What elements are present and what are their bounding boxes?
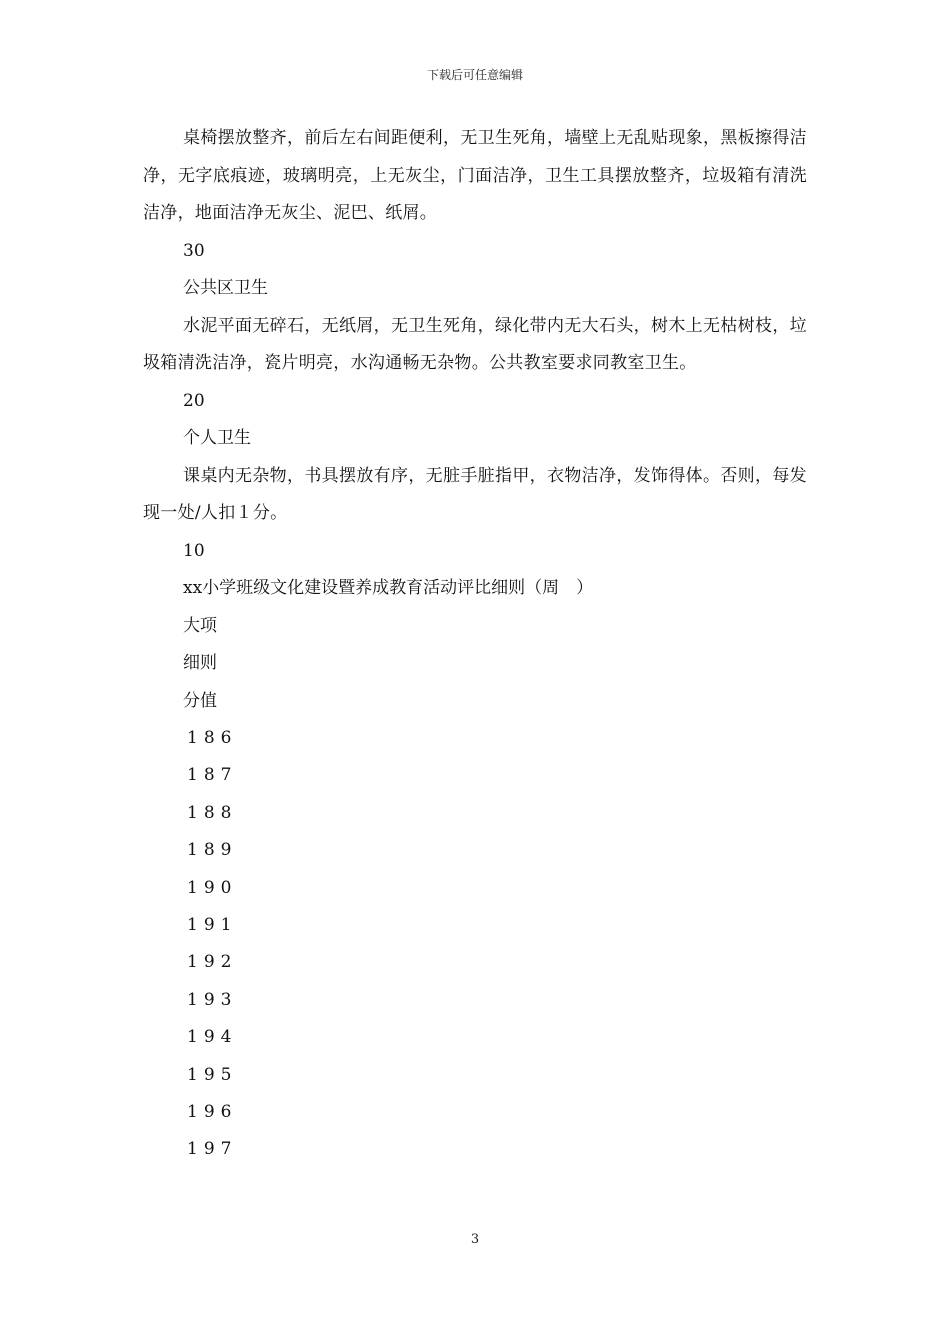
- table-title: xx小学班级文化建设暨养成教育活动评比细则（周 ）: [183, 578, 594, 598]
- number-row: 192: [187, 952, 238, 973]
- score-classroom: 30: [183, 240, 205, 261]
- number-row: 194: [187, 1027, 238, 1048]
- score-personal: 10: [183, 540, 205, 561]
- number-row: 188: [187, 802, 238, 823]
- document-body: [143, 120, 807, 1169]
- paragraph-public-area: 水泥平面无碎石，无纸屑，无卫生死角，绿化带内无大石头，树木上无枯树枝，垃圾箱清洗洁净，瓷片明亮，水沟通畅无杂物。公共教室要求同教室卫生。: [143, 315, 807, 373]
- number-row: 195: [187, 1064, 238, 1085]
- number-row: 190: [187, 877, 238, 898]
- heading-public-area: 公共区卫生: [183, 278, 268, 298]
- number-row: 189: [187, 840, 238, 861]
- heading-personal-hygiene: 个人卫生: [183, 428, 251, 448]
- column-score: 分值: [183, 690, 217, 711]
- number-list: [143, 720, 807, 1169]
- number-row: 187: [187, 765, 238, 786]
- column-detail: 细则: [183, 653, 217, 673]
- number-row: 186: [187, 728, 238, 748]
- paragraph-personal-hygiene: 课桌内无杂物，书具摆放有序，无脏手脏指甲，衣物洁净，发饰得体。否则，每发现一处/人扣１分。: [143, 465, 807, 523]
- page-number: 3: [470, 1232, 480, 1247]
- paragraph-classroom-hygiene: 桌椅摆放整齐，前后左右间距便利，无卫生死角，墙壁上无乱贴现象，黑板擦得洁净，无字底痕迹，玻璃明亮，上无灰尘，门面洁净，卫生工具摆放整齐，垃圾箱有清洗洁净，地面洁净无灰尘、泥巴、纸屑。: [143, 128, 807, 223]
- column-major-item: 大项: [183, 615, 217, 636]
- number-row: 191: [187, 915, 238, 936]
- number-row: 196: [187, 1102, 238, 1123]
- score-public-area: 20: [183, 390, 205, 411]
- number-row: 197: [187, 1139, 238, 1160]
- page-header: 下载后可任意编辑: [426, 68, 523, 82]
- number-row: 193: [187, 989, 238, 1010]
